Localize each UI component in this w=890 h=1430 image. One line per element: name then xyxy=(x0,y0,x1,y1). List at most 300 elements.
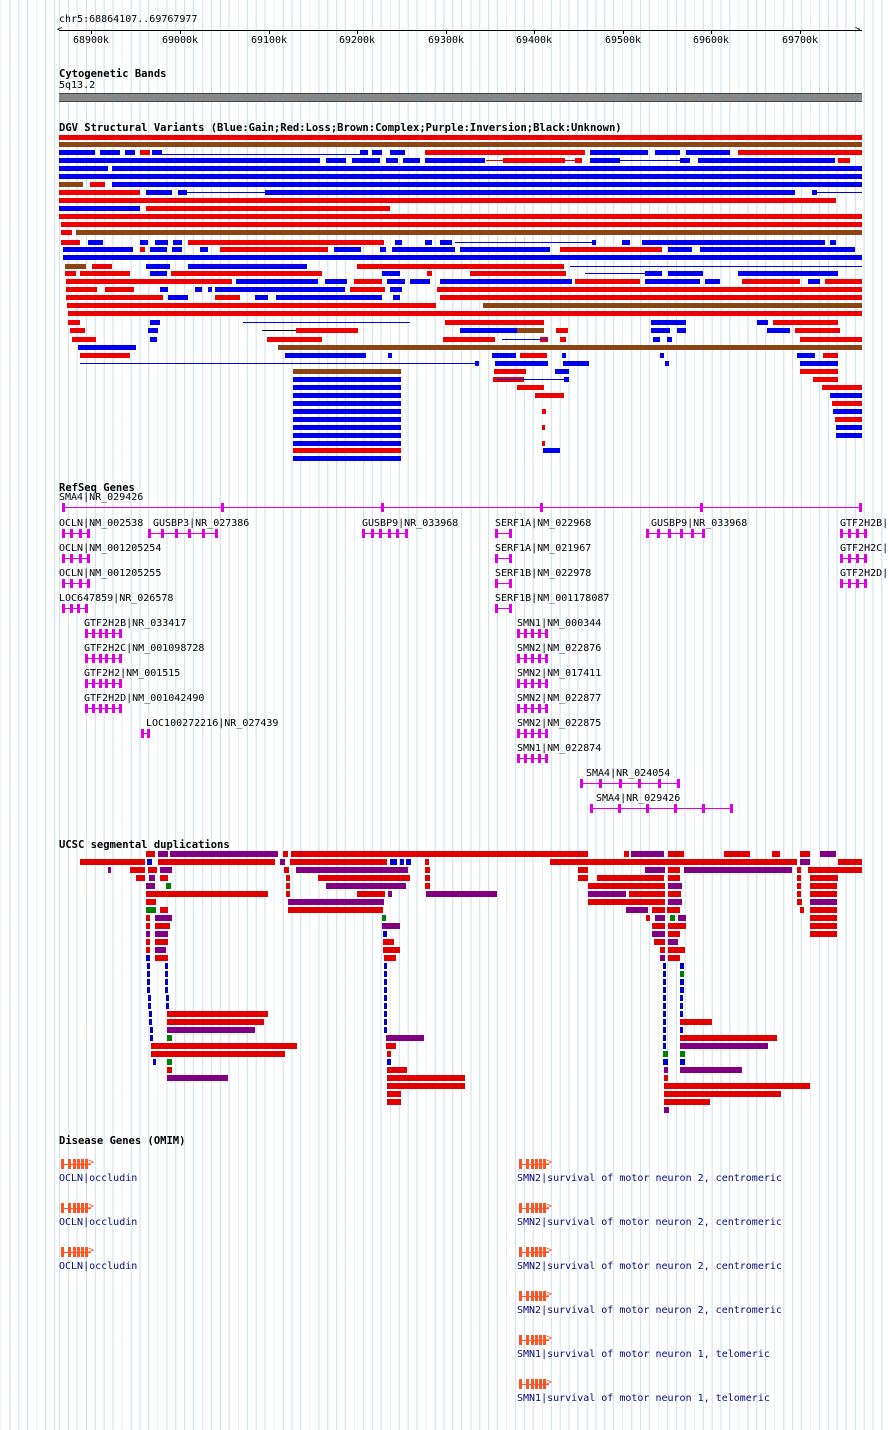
refseq-exon[interactable] xyxy=(840,579,843,588)
omim-exon[interactable] xyxy=(519,1159,522,1169)
segdup-feature[interactable] xyxy=(663,979,666,985)
refseq-exon[interactable] xyxy=(517,654,520,663)
dgv-connector[interactable] xyxy=(610,160,680,161)
dgv-variant[interactable] xyxy=(140,247,145,252)
dgv-variant[interactable] xyxy=(655,150,680,155)
dgv-variant[interactable] xyxy=(483,303,862,308)
refseq-track-title[interactable]: RefSeq Genes xyxy=(59,482,135,494)
dgv-variant[interactable] xyxy=(437,287,862,292)
segdup-feature[interactable] xyxy=(406,859,411,865)
dgv-variant[interactable] xyxy=(651,320,686,325)
segdup-feature[interactable] xyxy=(664,1067,668,1073)
dgv-variant[interactable] xyxy=(556,328,568,333)
refseq-exon[interactable] xyxy=(517,754,520,763)
refseq-exon[interactable] xyxy=(141,729,144,738)
refseq-gene-label[interactable]: SMN2|NM_022875 xyxy=(517,718,602,729)
dgv-variant[interactable] xyxy=(470,271,566,276)
segdup-feature[interactable] xyxy=(664,1099,710,1105)
dgv-variant[interactable] xyxy=(542,425,545,430)
dgv-variant[interactable] xyxy=(642,240,825,245)
segdup-feature[interactable] xyxy=(680,979,684,985)
dgv-variant[interactable] xyxy=(575,279,640,284)
refseq-exon[interactable] xyxy=(848,579,851,588)
segdup-feature[interactable] xyxy=(384,979,387,985)
omim-exon[interactable] xyxy=(526,1203,529,1213)
refseq-exon[interactable] xyxy=(531,679,534,688)
refseq-gene-label[interactable]: SERF1A|NM_021967 xyxy=(495,543,592,554)
segdup-feature[interactable] xyxy=(680,995,683,1001)
refseq-exon[interactable] xyxy=(864,529,867,538)
segdup-feature[interactable] xyxy=(425,883,430,889)
refseq-exon[interactable] xyxy=(619,779,622,788)
segdup-feature[interactable] xyxy=(663,987,666,993)
segdup-feature[interactable] xyxy=(655,915,665,921)
dgv-variant[interactable] xyxy=(835,417,862,422)
segdup-feature[interactable] xyxy=(384,955,396,961)
segdup-feature[interactable] xyxy=(149,1011,152,1017)
refseq-gene-intron-line[interactable] xyxy=(85,658,122,659)
refseq-gene-label[interactable]: LOC100272216|NR_027439 xyxy=(146,718,279,729)
dgv-variant[interactable] xyxy=(677,328,686,333)
refseq-exon[interactable] xyxy=(657,529,660,538)
dgv-variant[interactable] xyxy=(285,353,366,358)
segdup-feature[interactable] xyxy=(383,931,387,937)
refseq-exon[interactable] xyxy=(79,554,82,563)
segdup-feature[interactable] xyxy=(146,947,150,953)
dgv-variant[interactable] xyxy=(542,441,545,446)
dgv-connector[interactable] xyxy=(162,154,360,155)
segdup-feature[interactable] xyxy=(146,891,268,897)
segdup-feature[interactable] xyxy=(155,947,166,953)
refseq-gene-label[interactable]: GUSBP9|NR_033968 xyxy=(651,518,748,529)
omim-exon[interactable] xyxy=(535,1247,538,1257)
segdup-feature[interactable] xyxy=(800,907,804,913)
omim-gene-label[interactable]: SMN2|survival of motor neuron 2, centromeric xyxy=(517,1261,782,1272)
dgv-variant[interactable] xyxy=(293,417,401,422)
refseq-exon[interactable] xyxy=(524,729,527,738)
segdup-feature[interactable] xyxy=(631,851,664,857)
dgv-variant[interactable] xyxy=(293,369,401,374)
dgv-variant[interactable] xyxy=(59,190,140,195)
dgv-variant[interactable] xyxy=(188,240,384,245)
dgv-variant[interactable] xyxy=(63,247,133,252)
refseq-gene-intron-line[interactable] xyxy=(646,533,705,534)
refseq-gene-label[interactable]: GTF2H2D|NM_001042490 xyxy=(84,693,205,704)
refseq-exon[interactable] xyxy=(405,529,408,538)
segdup-feature[interactable] xyxy=(167,1075,228,1081)
dgv-variant[interactable] xyxy=(200,247,208,252)
omim-exon[interactable] xyxy=(61,1203,64,1213)
dgv-connector[interactable] xyxy=(80,363,475,364)
segdup-feature[interactable] xyxy=(148,1003,151,1009)
dgv-variant[interactable] xyxy=(800,369,838,374)
dgv-connector[interactable] xyxy=(585,273,645,274)
omim-gene-label[interactable]: SMN1|survival of motor neuron 1, telomeric xyxy=(517,1393,770,1404)
dgv-variant[interactable] xyxy=(61,230,72,235)
dgv-track-title[interactable]: DGV Structural Variants (Blue:Gain;Red:Loss;Brown:Complex;Purple:Inversion;Black:Unknown) xyxy=(59,122,622,134)
segdup-feature[interactable] xyxy=(151,1051,285,1057)
dgv-variant[interactable] xyxy=(150,271,167,276)
dgv-variant[interactable] xyxy=(255,295,268,300)
dgv-variant[interactable] xyxy=(372,150,382,155)
dgv-variant[interactable] xyxy=(445,320,544,325)
refseq-exon[interactable] xyxy=(495,529,498,538)
refseq-exon[interactable] xyxy=(105,629,108,638)
segdup-feature[interactable] xyxy=(810,891,837,897)
dgv-variant[interactable] xyxy=(738,271,838,276)
dgv-variant[interactable] xyxy=(59,142,862,147)
segdup-feature[interactable] xyxy=(425,867,430,873)
refseq-gene-intron-line[interactable] xyxy=(62,533,90,534)
refseq-exon[interactable] xyxy=(99,704,102,713)
refseq-exon[interactable] xyxy=(79,529,82,538)
dgv-variant[interactable] xyxy=(357,264,564,269)
segdup-feature[interactable] xyxy=(664,1091,781,1097)
refseq-exon[interactable] xyxy=(856,579,859,588)
segdup-feature[interactable] xyxy=(810,883,837,889)
segdup-feature[interactable] xyxy=(382,923,400,929)
dgv-variant[interactable] xyxy=(680,158,690,163)
segdup-feature[interactable] xyxy=(629,891,665,897)
segdup-feature[interactable] xyxy=(654,939,665,945)
refseq-exon[interactable] xyxy=(590,804,593,813)
segdup-feature[interactable] xyxy=(286,883,290,889)
refseq-exon[interactable] xyxy=(112,704,115,713)
segdup-feature[interactable] xyxy=(724,851,750,857)
dgv-connector[interactable] xyxy=(815,192,862,193)
omim-gene-label[interactable]: OCLN|occludin xyxy=(59,1217,138,1228)
omim-exon[interactable] xyxy=(73,1159,76,1169)
omim-exon[interactable] xyxy=(531,1379,534,1389)
segdup-feature[interactable] xyxy=(146,915,150,921)
segdup-feature[interactable] xyxy=(167,1035,172,1041)
dgv-variant[interactable] xyxy=(830,240,836,245)
segdup-feature[interactable] xyxy=(668,955,680,961)
dgv-variant[interactable] xyxy=(836,425,862,430)
segdup-feature[interactable] xyxy=(160,875,168,881)
dgv-variant[interactable] xyxy=(325,279,347,284)
segdup-feature[interactable] xyxy=(680,1035,777,1041)
dgv-variant[interactable] xyxy=(698,158,835,163)
dgv-variant[interactable] xyxy=(152,150,162,155)
segdup-feature[interactable] xyxy=(286,875,290,881)
dgv-variant[interactable] xyxy=(668,271,703,276)
segdup-feature[interactable] xyxy=(663,995,666,1001)
segdup-feature[interactable] xyxy=(136,875,145,881)
omim-exon[interactable] xyxy=(519,1203,522,1213)
refseq-exon[interactable] xyxy=(175,529,178,538)
dgv-variant[interactable] xyxy=(168,295,188,300)
dgv-variant[interactable] xyxy=(773,320,838,325)
segdup-feature[interactable] xyxy=(155,915,172,921)
segdup-feature[interactable] xyxy=(151,1043,297,1049)
refseq-exon[interactable] xyxy=(531,729,534,738)
segdup-feature[interactable] xyxy=(146,923,150,929)
segdup-feature[interactable] xyxy=(680,1003,683,1009)
dgv-variant[interactable] xyxy=(90,182,105,187)
segdup-feature[interactable] xyxy=(153,1059,156,1065)
dgv-variant[interactable] xyxy=(440,279,572,284)
omim-exon[interactable] xyxy=(519,1335,522,1345)
segdup-feature[interactable] xyxy=(148,867,157,873)
refseq-exon[interactable] xyxy=(531,654,534,663)
refseq-exon[interactable] xyxy=(840,529,843,538)
dgv-variant[interactable] xyxy=(738,150,862,155)
refseq-exon[interactable] xyxy=(509,579,512,588)
refseq-exon[interactable] xyxy=(70,554,73,563)
segdup-feature[interactable] xyxy=(146,907,156,913)
refseq-exon[interactable] xyxy=(840,554,843,563)
segdup-feature[interactable] xyxy=(578,867,588,873)
refseq-exon[interactable] xyxy=(371,529,374,538)
segdup-feature[interactable] xyxy=(668,939,678,945)
dgv-variant[interactable] xyxy=(495,361,548,366)
omim-exon[interactable] xyxy=(535,1335,538,1345)
segdup-feature[interactable] xyxy=(390,859,397,865)
refseq-gene-label[interactable]: SMN2|NM_022876 xyxy=(517,643,602,654)
refseq-exon[interactable] xyxy=(388,529,391,538)
omim-exon[interactable] xyxy=(68,1203,71,1213)
dgv-variant[interactable] xyxy=(425,158,485,163)
dgv-variant[interactable] xyxy=(622,240,630,245)
dgv-variant[interactable] xyxy=(440,240,452,245)
refseq-exon[interactable] xyxy=(646,529,649,538)
segdup-feature[interactable] xyxy=(810,875,838,881)
dgv-variant[interactable] xyxy=(293,409,401,414)
segdup-feature[interactable] xyxy=(680,1019,712,1025)
segdup-feature[interactable] xyxy=(155,931,168,937)
refseq-exon[interactable] xyxy=(62,604,65,613)
omim-track-title[interactable]: Disease Genes (OMIM) xyxy=(59,1135,186,1147)
omim-exon[interactable] xyxy=(73,1203,76,1213)
refseq-exon[interactable] xyxy=(221,503,224,512)
segdup-feature[interactable] xyxy=(166,995,169,1001)
refseq-exon[interactable] xyxy=(92,654,95,663)
omim-gene-label[interactable]: SMN2|survival of motor neuron 2, centromeric xyxy=(517,1305,782,1316)
refseq-exon[interactable] xyxy=(202,529,205,538)
segdup-feature[interactable] xyxy=(150,1035,153,1041)
segdup-feature[interactable] xyxy=(680,1027,683,1033)
omim-gene-label[interactable]: OCLN|occludin xyxy=(59,1173,138,1184)
refseq-gene-intron-line[interactable] xyxy=(62,558,90,559)
segdup-feature[interactable] xyxy=(326,883,406,889)
dgv-variant[interactable] xyxy=(520,353,547,358)
dgv-variant[interactable] xyxy=(543,448,560,453)
segdup-feature[interactable] xyxy=(624,851,629,857)
refseq-exon[interactable] xyxy=(864,579,867,588)
segdup-feature[interactable] xyxy=(387,1067,407,1073)
dgv-variant[interactable] xyxy=(171,271,322,276)
segdup-feature[interactable] xyxy=(382,915,386,921)
refseq-exon[interactable] xyxy=(105,679,108,688)
segdup-feature[interactable] xyxy=(166,1003,169,1009)
dgv-variant[interactable] xyxy=(825,279,862,284)
dgv-variant[interactable] xyxy=(403,158,420,163)
dgv-variant[interactable] xyxy=(660,353,664,358)
refseq-exon[interactable] xyxy=(691,529,694,538)
refseq-exon[interactable] xyxy=(99,679,102,688)
refseq-exon[interactable] xyxy=(856,554,859,563)
omim-gene-label[interactable]: SMN2|survival of motor neuron 2, centromeric xyxy=(517,1173,782,1184)
refseq-exon[interactable] xyxy=(119,704,122,713)
omim-exon[interactable] xyxy=(526,1335,529,1345)
dgv-variant[interactable] xyxy=(797,353,815,358)
dgv-variant[interactable] xyxy=(215,295,240,300)
omim-exon[interactable] xyxy=(539,1203,542,1213)
dgv-variant[interactable] xyxy=(61,222,862,227)
refseq-gene-label[interactable]: GTF2H2B|NR_033417 xyxy=(84,618,187,629)
refseq-exon[interactable] xyxy=(362,529,365,538)
omim-exon[interactable] xyxy=(68,1247,71,1257)
refseq-exon[interactable] xyxy=(495,554,498,563)
dgv-variant[interactable] xyxy=(560,247,662,252)
refseq-exon[interactable] xyxy=(509,554,512,563)
segdup-feature[interactable] xyxy=(388,891,392,897)
omim-exon[interactable] xyxy=(531,1159,534,1169)
omim-exon[interactable] xyxy=(81,1203,84,1213)
dgv-variant[interactable] xyxy=(112,166,862,171)
dgv-variant[interactable] xyxy=(195,287,202,292)
segdup-feature[interactable] xyxy=(146,955,150,961)
omim-exon[interactable] xyxy=(539,1247,542,1257)
segdup-feature[interactable] xyxy=(680,1051,685,1057)
dgv-variant[interactable] xyxy=(517,328,544,333)
dgv-variant[interactable] xyxy=(67,303,436,308)
refseq-exon[interactable] xyxy=(87,529,90,538)
segdup-feature[interactable] xyxy=(147,963,150,969)
refseq-exon[interactable] xyxy=(646,804,649,813)
dgv-variant[interactable] xyxy=(160,287,168,292)
dgv-variant[interactable] xyxy=(66,295,163,300)
dgv-variant[interactable] xyxy=(146,206,390,211)
refseq-exon[interactable] xyxy=(856,529,859,538)
segdup-feature[interactable] xyxy=(357,891,385,897)
refseq-exon[interactable] xyxy=(379,529,382,538)
omim-exon[interactable] xyxy=(77,1203,80,1213)
segdup-feature[interactable] xyxy=(168,859,275,865)
dgv-variant[interactable] xyxy=(350,287,385,292)
dgv-variant[interactable] xyxy=(172,247,182,252)
segdup-feature[interactable] xyxy=(425,875,430,881)
refseq-exon[interactable] xyxy=(85,604,88,613)
refseq-exon[interactable] xyxy=(147,729,150,738)
refseq-exon[interactable] xyxy=(545,754,548,763)
dgv-variant[interactable] xyxy=(830,393,862,398)
dgv-connector[interactable] xyxy=(497,379,564,380)
dgv-connector[interactable] xyxy=(186,192,265,193)
refseq-gene-label[interactable]: GTF2H2|NM_001515 xyxy=(84,668,181,679)
dgv-variant[interactable] xyxy=(390,150,405,155)
dgv-variant[interactable] xyxy=(564,377,569,382)
refseq-exon[interactable] xyxy=(545,629,548,638)
refseq-exon[interactable] xyxy=(85,704,88,713)
refseq-exon[interactable] xyxy=(538,704,541,713)
segdup-feature[interactable] xyxy=(810,915,837,921)
dgv-variant[interactable] xyxy=(592,240,596,245)
segdup-feature[interactable] xyxy=(167,1067,172,1073)
segdup-feature[interactable] xyxy=(147,859,152,865)
dgv-variant[interactable] xyxy=(150,337,157,342)
refseq-exon[interactable] xyxy=(538,754,541,763)
segdup-feature[interactable] xyxy=(155,939,168,945)
dgv-variant[interactable] xyxy=(173,240,182,245)
dgv-variant[interactable] xyxy=(822,385,862,390)
dgv-variant[interactable] xyxy=(555,369,569,374)
segdup-feature[interactable] xyxy=(663,963,666,969)
segdup-feature[interactable] xyxy=(680,963,684,969)
dgv-variant[interactable] xyxy=(80,353,130,358)
refseq-gene-label[interactable]: OCLN|NM_001205254 xyxy=(59,543,162,554)
segdup-feature[interactable] xyxy=(425,859,429,865)
omim-exon[interactable] xyxy=(531,1203,534,1213)
refseq-exon[interactable] xyxy=(531,754,534,763)
dgv-variant[interactable] xyxy=(59,214,862,219)
dgv-variant[interactable] xyxy=(360,150,368,155)
dgv-variant[interactable] xyxy=(800,361,838,366)
segdup-feature[interactable] xyxy=(668,931,680,937)
segdup-feature[interactable] xyxy=(150,1027,153,1033)
segdup-feature[interactable] xyxy=(387,1091,401,1097)
refseq-gene-intron-line[interactable] xyxy=(840,533,867,534)
segdup-feature[interactable] xyxy=(800,851,810,857)
refseq-exon[interactable] xyxy=(524,754,527,763)
segdup-feature[interactable] xyxy=(146,931,150,937)
segdup-feature[interactable] xyxy=(808,867,862,873)
refseq-exon[interactable] xyxy=(540,503,543,512)
segdup-feature[interactable] xyxy=(680,1011,683,1017)
refseq-exon[interactable] xyxy=(538,654,541,663)
refseq-exon[interactable] xyxy=(702,529,705,538)
segdup-feature[interactable] xyxy=(387,1059,391,1065)
dgv-variant[interactable] xyxy=(265,190,795,195)
refseq-exon[interactable] xyxy=(700,503,703,512)
refseq-exon[interactable] xyxy=(85,679,88,688)
dgv-variant[interactable] xyxy=(705,279,720,284)
segdup-feature[interactable] xyxy=(108,867,111,873)
dgv-variant[interactable] xyxy=(63,255,862,260)
segdup-feature[interactable] xyxy=(678,915,686,921)
refseq-exon[interactable] xyxy=(538,729,541,738)
segdup-feature[interactable] xyxy=(158,851,168,857)
dgv-variant[interactable] xyxy=(387,279,405,284)
refseq-gene-label[interactable]: GUSBP9|NR_033968 xyxy=(362,518,459,529)
refseq-exon[interactable] xyxy=(545,704,548,713)
refseq-gene-label[interactable]: SMN1|NM_000344 xyxy=(517,618,602,629)
dgv-variant[interactable] xyxy=(59,182,83,187)
segdup-feature[interactable] xyxy=(680,1043,768,1049)
refseq-exon[interactable] xyxy=(119,679,122,688)
dgv-variant[interactable] xyxy=(150,320,160,325)
segdup-feature[interactable] xyxy=(646,915,650,921)
dgv-variant[interactable] xyxy=(293,385,401,390)
dgv-variant[interactable] xyxy=(382,271,400,276)
refseq-exon[interactable] xyxy=(545,679,548,688)
dgv-variant[interactable] xyxy=(146,264,170,269)
dgv-variant[interactable] xyxy=(72,337,96,342)
dgv-variant[interactable] xyxy=(425,150,585,155)
dgv-variant[interactable] xyxy=(236,279,318,284)
segdup-feature[interactable] xyxy=(384,987,387,993)
segdup-feature[interactable] xyxy=(384,1019,387,1025)
refseq-exon[interactable] xyxy=(668,529,671,538)
segdup-feature[interactable] xyxy=(155,955,168,961)
refseq-exon[interactable] xyxy=(517,729,520,738)
refseq-exon[interactable] xyxy=(580,779,583,788)
segdup-feature[interactable] xyxy=(167,1027,255,1033)
dgv-variant[interactable] xyxy=(65,271,76,276)
refseq-gene-intron-line[interactable] xyxy=(580,783,680,784)
dgv-variant[interactable] xyxy=(443,337,495,342)
